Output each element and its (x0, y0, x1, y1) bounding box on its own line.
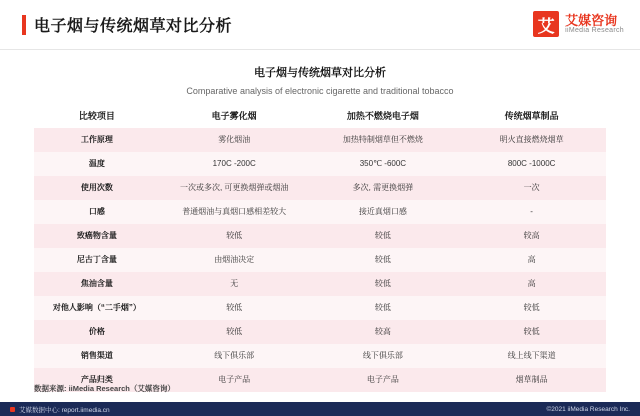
table-row (34, 248, 606, 272)
table-row (34, 320, 606, 344)
row-label: 价格 (34, 320, 160, 344)
footer-left (10, 405, 110, 414)
row-label: 工作原理 (34, 128, 160, 152)
cell: 由烟油决定 (160, 248, 309, 272)
page-title: 电子烟与传统烟草对比分析 (34, 18, 233, 35)
cell: 较低 (309, 224, 458, 248)
row-label: 销售渠道 (34, 344, 160, 368)
cell: 较低 (309, 296, 458, 320)
cell: 烟草制品 (457, 368, 606, 392)
cell: 一次 (457, 176, 606, 200)
cell: 电子产品 (309, 368, 458, 392)
footer-dot-icon (10, 407, 15, 412)
table-row (34, 272, 606, 296)
cell: 较高 (457, 224, 606, 248)
chart-subtitle: Comparative analysis of electronic cigarette and traditional tobacco (186, 86, 454, 96)
cell: 线下俱乐部 (160, 344, 309, 368)
table-row (34, 128, 606, 152)
table-row (34, 152, 606, 176)
table-header-row (34, 106, 606, 128)
table-row (34, 296, 606, 320)
footer-bar (0, 402, 640, 416)
row-label: 对他人影响（“二手烟”） (34, 296, 160, 320)
brand-name-en: iiMedia Research (565, 27, 624, 35)
table-row (34, 224, 606, 248)
cell: 高 (457, 272, 606, 296)
cell: 350℃ -600C (309, 152, 458, 176)
table-row (34, 200, 606, 224)
table-row (34, 176, 606, 200)
row-label: 焦油含量 (34, 272, 160, 296)
row-label: 尼古丁含量 (34, 248, 160, 272)
cell: 接近真烟口感 (309, 200, 458, 224)
comparison-table-wrap (34, 106, 606, 392)
header-accent-bar (22, 15, 26, 35)
footer-report-link[interactable]: 艾媒数据中心: report.iimedia.cn (19, 406, 110, 414)
footer-copyright: ©2021 iiMedia Research Inc. (546, 405, 630, 413)
cell: 较低 (309, 272, 458, 296)
row-label: 口感 (34, 200, 160, 224)
cell: 高 (457, 248, 606, 272)
comparison-table (34, 106, 606, 392)
cell: 雾化烟油 (160, 128, 309, 152)
cell: 较低 (160, 320, 309, 344)
cell: 较低 (309, 248, 458, 272)
row-label: 产品归类 (34, 368, 160, 392)
brand-text (565, 14, 624, 35)
cell: 较低 (457, 320, 606, 344)
cell: 线下俱乐部 (309, 344, 458, 368)
column-header-2: 加热不燃烧电子烟 (309, 106, 458, 128)
cell: 一次或多次, 可更换烟弹或烟油 (160, 176, 309, 200)
cell: 加热特制烟草但不燃烧 (309, 128, 458, 152)
cell: 多次, 需更换烟弹 (309, 176, 458, 200)
brand-logo (533, 11, 624, 37)
data-source: 数据来源: iiMedia Research（艾媒咨询） (34, 384, 175, 393)
row-label: 温度 (34, 152, 160, 176)
cell: - (457, 200, 606, 224)
table-body (34, 128, 606, 392)
brand-mark-icon: 艾 (533, 11, 559, 37)
cell: 电子产品 (160, 368, 309, 392)
cell: 较低 (160, 224, 309, 248)
chart-title: 电子烟与传统烟草对比分析 (254, 67, 386, 79)
table-row (34, 344, 606, 368)
cell: 较低 (457, 296, 606, 320)
column-header-0: 比较项目 (34, 106, 160, 128)
cell: 较高 (309, 320, 458, 344)
column-header-1: 电子雾化烟 (160, 106, 309, 128)
cell: 明火直接燃烧烟草 (457, 128, 606, 152)
cell: 无 (160, 272, 309, 296)
table-header (34, 106, 606, 128)
cell: 800C -1000C (457, 152, 606, 176)
brand-name-cn: 艾媒咨询 (565, 12, 618, 28)
cell: 较低 (160, 296, 309, 320)
row-label: 致癌物含量 (34, 224, 160, 248)
page-header (0, 0, 640, 50)
cell: 线上线下渠道 (457, 344, 606, 368)
cell: 170C -200C (160, 152, 309, 176)
row-label: 使用次数 (34, 176, 160, 200)
column-header-3: 传统烟草制品 (457, 106, 606, 128)
cell: 普通烟油与真烟口感相差较大 (160, 200, 309, 224)
